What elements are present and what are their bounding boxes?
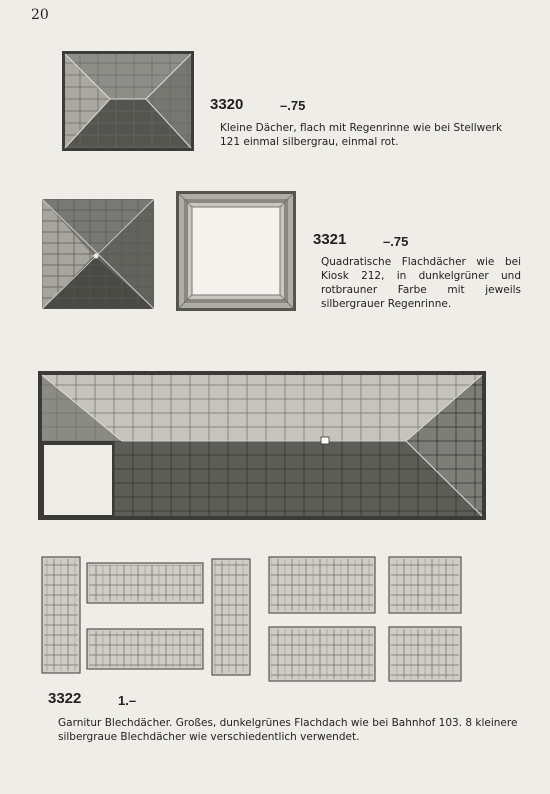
item-description-3321: Quadratische Flachdächer wie bei Kiosk 212, in dunkelgrüner und rotbrauner Farbe mit jeweils silbergrauer Regenrinne. bbox=[321, 256, 521, 310]
product-image-3320 bbox=[62, 51, 194, 151]
item-description-3322: Garnitur Blechdächer. Großes, dunkelgrünes Flachdach wie bei Bahnhof 103. 8 kleinere silbergraue Blechdächer wie verschiedentlich verwendet. bbox=[58, 717, 518, 743]
item-price-3321: –.75 bbox=[383, 234, 409, 249]
item-description-3320: Kleine Dächer, flach mit Regenrinne wie bei Stellwerk 121 einmal silbergrau, einmal rot. bbox=[220, 122, 503, 148]
item-price-3320: –.75 bbox=[280, 98, 306, 113]
item-number-3322: 3322 bbox=[48, 690, 82, 707]
product-image-3321-roof bbox=[42, 199, 154, 309]
item-price-3322: 1.– bbox=[118, 693, 137, 708]
item-number-3321: 3321 bbox=[313, 231, 347, 248]
item-number-3320: 3320 bbox=[210, 96, 244, 113]
page-number: 20 bbox=[31, 7, 49, 23]
product-image-3322-small-roofs bbox=[40, 555, 470, 685]
product-image-3322-large-roof bbox=[38, 371, 486, 520]
product-image-3321-gutter bbox=[176, 191, 296, 311]
